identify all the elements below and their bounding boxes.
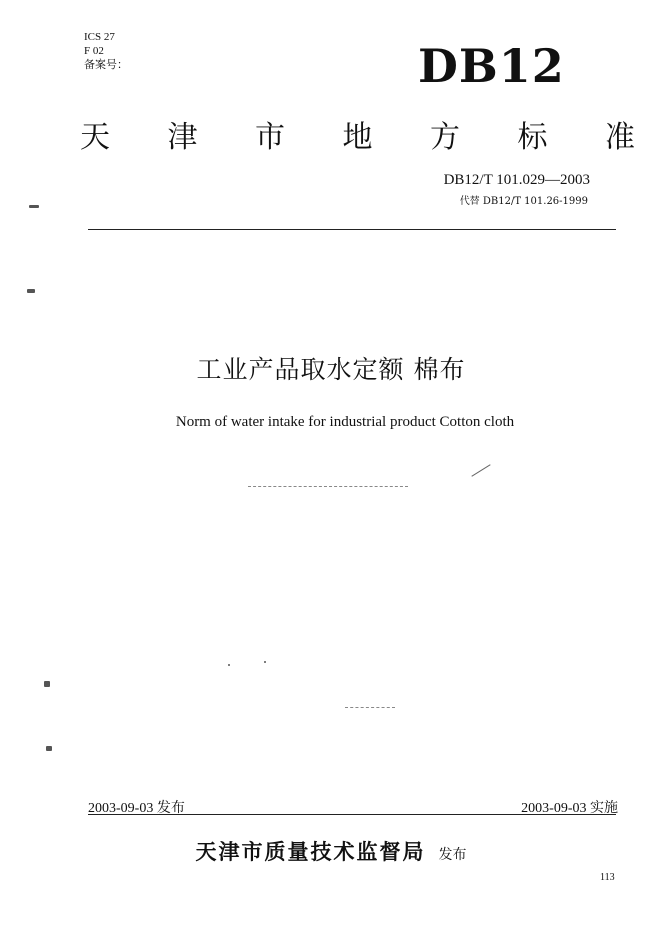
title-char: 市 [255, 120, 285, 155]
implementation-date: 2003-09-03 实施 [521, 801, 618, 816]
scan-artifact [345, 707, 395, 708]
title-char: 标 [517, 120, 548, 155]
publisher-org: 天津市质量技术监督局 [195, 840, 426, 864]
title-char: 天 [80, 120, 110, 155]
ccs-code: F 02 [84, 45, 104, 57]
scan-artifact [44, 681, 50, 687]
scan-artifact [27, 289, 35, 293]
publisher [0, 836, 662, 866]
standard-type-title [80, 118, 635, 158]
document-title-cn: 工业产品取水定额 棉布 [196, 355, 466, 384]
issue-date: 2003-09-03 发布 [88, 801, 185, 816]
title-char: 地 [342, 120, 373, 155]
scan-artifact [29, 205, 39, 208]
document-title-en: Norm of water intake for industrial product Cotton cloth [175, 414, 515, 430]
filing-number-label: 备案号： [84, 59, 128, 71]
title-char: 方 [430, 120, 460, 155]
scan-artifact [46, 746, 52, 751]
standard-number: DB12/T 101.029—2003 [443, 172, 590, 188]
title-char: 准 [605, 120, 635, 155]
header-codes [84, 30, 128, 72]
publisher-action: 发布 [438, 847, 467, 863]
title-char: 津 [167, 120, 198, 155]
standard-logo: DB12 [418, 39, 565, 93]
ics-code: ICS 27 [84, 31, 115, 43]
replaces-note: 代替 DB12/T 101.26-1999 [459, 196, 588, 207]
scan-artifact [248, 486, 408, 487]
scan-artifact [228, 664, 230, 666]
scan-artifact [471, 464, 490, 477]
header-divider [88, 229, 616, 230]
page-number: 113 [600, 872, 615, 883]
scan-artifact [264, 661, 266, 663]
